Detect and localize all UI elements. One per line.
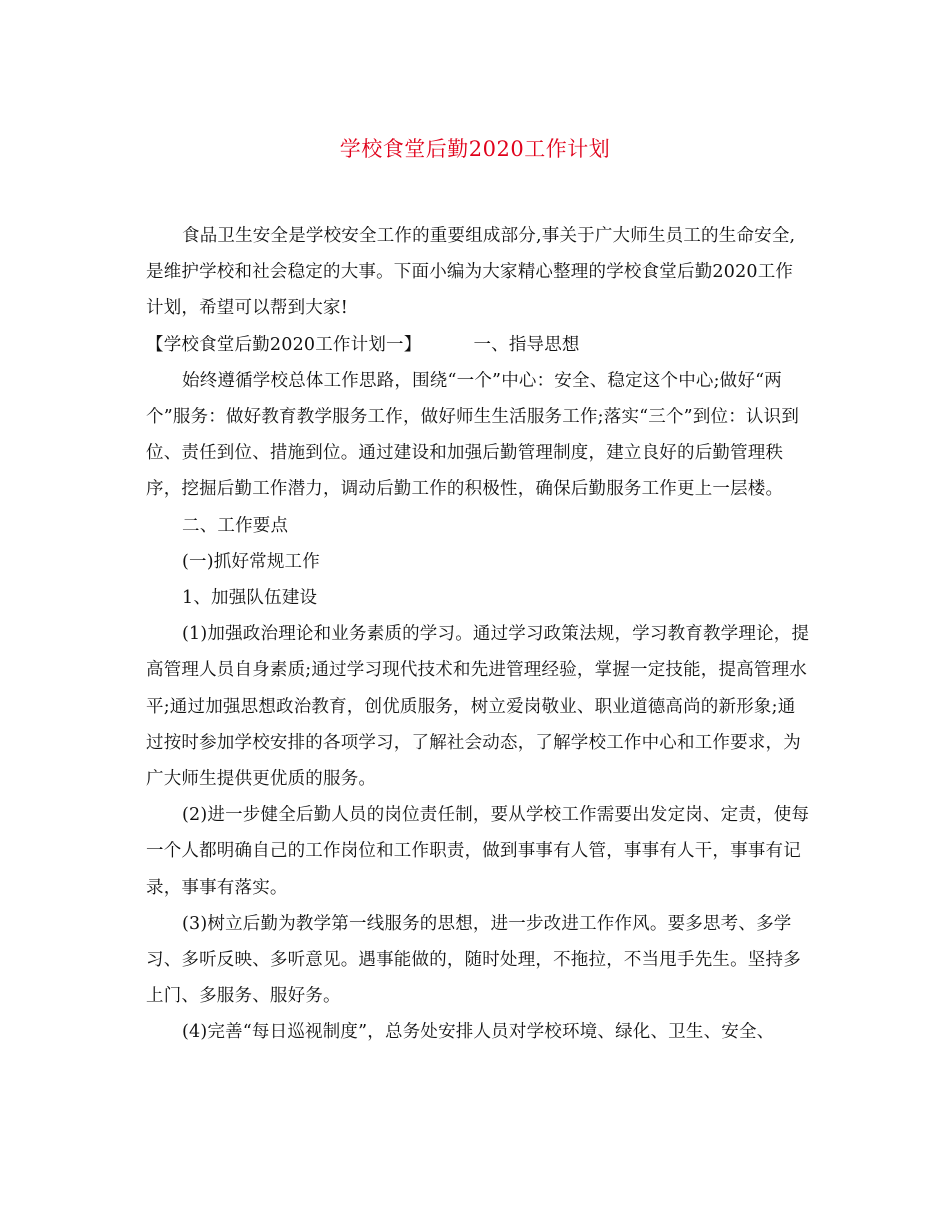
document-title: 学校食堂后勤2020工作计划 (339, 137, 611, 161)
responsibility-paragraph: (2)进一步健全后勤人员的岗位责任制，要从学校工作需要出发定岗、定责，使每一个人都明确自己的工作岗位和工作职责，做到事事有人管，事事有人干，事事有记录，事事有落实。 (146, 805, 810, 898)
inspection-paragraph: (4)完善“每日巡视制度”，总务处安排人员对学校环境、绿化、卫生、安全、 (182, 1022, 775, 1043)
section-heading: 一、指导思想 (473, 334, 580, 355)
guiding-thought-paragraph: 始终遵循学校总体工作思路，围绕“一个”中心：安全、稳定这个中心;做好“两个”服务：做好教育教学服务工作，做好师生生活服务工作;落实“三个”到位：认识到位、责任到位、措施到位。通过建设和加强后勤管理制度，建立良好的后勤管理秩序，挖掘后勤工作潜力，调动后勤工作的积极性，确保后勤服务工作更上一层楼。 (146, 370, 800, 500)
section-label: 【学校食堂后勤2020工作计划一】 (146, 334, 422, 355)
section-header-line (146, 327, 810, 363)
work-points-heading: 二、工作要点 (182, 515, 289, 536)
routine-work-heading: (一)抓好常规工作 (182, 551, 320, 572)
intro-paragraph: 食品卫生安全是学校安全工作的重要组成部分,事关于广大师生员工的生命安全,是维护学校和社会稳定的大事。下面小编为大家精心整理的学校食堂后勤2020工作计划，希望可以帮到大家! (146, 226, 796, 319)
study-paragraph: (1)加强政治理论和业务素质的学习。通过学习政策法规，学习教育教学理论，提高管理人员自身素质;通过学习现代技术和先进管理经验，掌握一定技能，提高管理水平;通过加强思想政治教育，创优质服务，树立爱岗敬业、职业道德高尚的新形象;通过按时参加学校安排的各项学习，了解社会动态，了解学校工作中心和工作要求，为广大师生提供更优质的服务。 (146, 624, 810, 790)
service-paragraph: (3)树立后勤为教学第一线服务的思想，进一步改进工作作风。要多思考、多学习、多听反映、多听意见。遇事能做的，随时处理，不拖拉，不当甩手先生。坚持多上门、多服务、服好务。 (146, 913, 801, 1007)
team-building-heading: 1、加强队伍建设 (182, 588, 318, 609)
document-body (146, 218, 810, 1051)
